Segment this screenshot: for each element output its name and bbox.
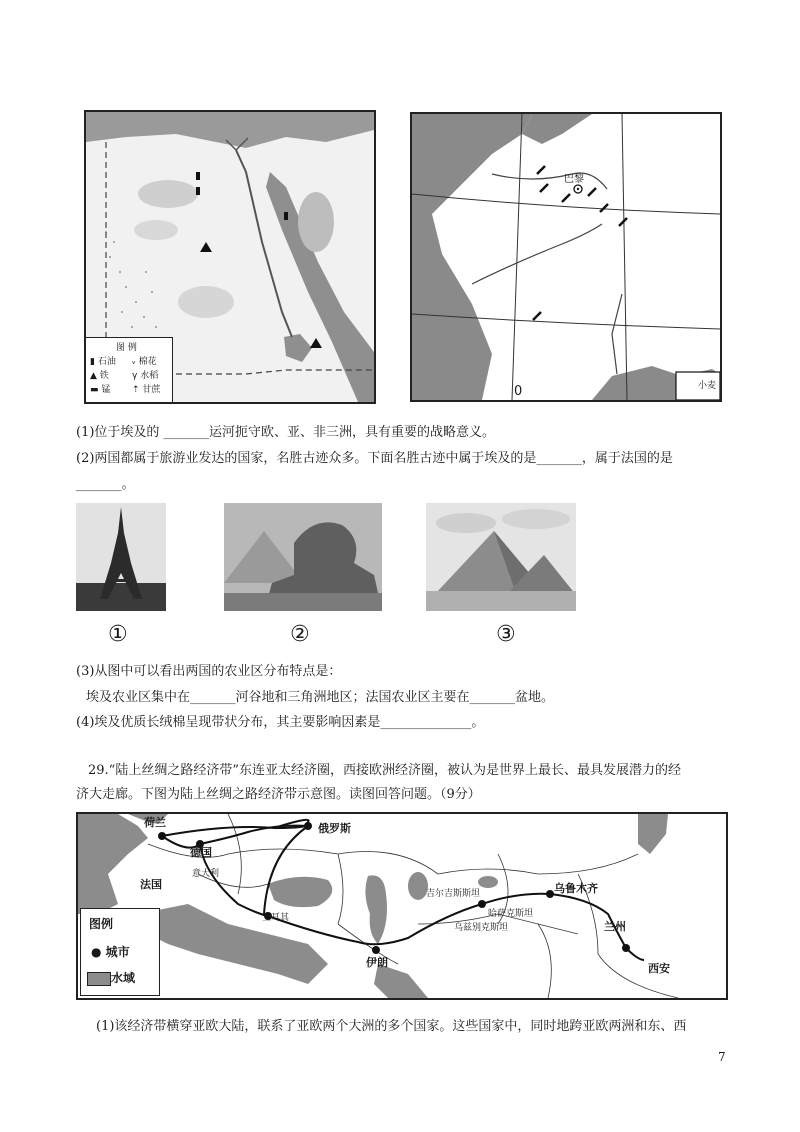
page-number: 7 (718, 1050, 726, 1064)
city-italy: 意大利 (192, 869, 220, 879)
q29-part1: (1)该经济带横穿亚欧大陆，联系了亚欧两个大洲的多个国家。这些国家中，同时地跨亚欧两洲和东、西 (96, 1019, 687, 1034)
city-iran: 伊朗 (366, 956, 388, 969)
wheat-legend-label: 小麦 (698, 381, 717, 391)
zero-label: 0 (514, 384, 523, 399)
q28-part2-line1: (2)两国都属于旅游业发达的国家，名胜古迹众多。下面名胜古迹中属于埃及的是_______，属于法国的是 (76, 451, 673, 466)
q28-part4: (4)埃及优质长绒棉呈现带状分布，其主要影响因素是______________。 (76, 715, 485, 730)
legend-iron: 铁 (99, 371, 109, 381)
city-france: 法国 (140, 878, 162, 891)
city-germany: 德国 (190, 846, 212, 859)
silk-road-legend: 图例 ● 城市 水域 (80, 908, 160, 996)
silk-legend-water: 水域 (111, 971, 136, 985)
city-kyrgyzstan: 吉尔吉斯斯坦 (426, 889, 481, 899)
photo-label-3: ③ (496, 622, 516, 647)
silk-legend-city: 城市 (105, 945, 130, 959)
city-russia: 俄罗斯 (318, 822, 351, 835)
photo-sphinx (224, 503, 382, 611)
paris-label: 巴黎 (564, 174, 584, 185)
egypt-map (84, 110, 376, 404)
photo-label-1: ① (108, 622, 128, 647)
q28-part3-sub: 埃及农业区集中在_______河谷地和三角洲地区；法国农业区主要在_______盆地。 (86, 690, 555, 705)
legend-rice: 水稻 (140, 371, 159, 381)
france-map-graphic (412, 114, 720, 400)
silk-road-map (76, 812, 728, 1000)
city-xian: 西安 (648, 962, 670, 975)
legend-cotton: 棉花 (138, 357, 157, 367)
photo-pyramids (426, 503, 576, 611)
legend-oil: 石油 (97, 357, 116, 367)
q29-line2: 济大走廊。下图为陆上丝绸之路经济带示意图。读图回答问题。（9分） (76, 787, 481, 802)
q28-part2-line2: _______。 (76, 477, 135, 492)
q29-line1: 29.“陆上丝绸之路经济带”东连亚太经济圈，西接欧洲经济圈，被认为是世界上最长、最具发展潜力的经 (88, 763, 681, 778)
silk-legend-title: 图例 (89, 917, 114, 931)
q28-part3: (3)从图中可以看出两国的农业区分布特点是： (76, 664, 342, 679)
city-uzbekistan: 乌兹别克斯坦 (454, 923, 509, 933)
city-urumqi: 乌鲁木齐 (554, 882, 598, 895)
photo-eiffel-tower (76, 503, 166, 611)
egypt-map-legend: 图 例 ▮ 石油 ᵥ 棉花 ▲ 铁 γ 水稻 ▬ 锰 ⇡ 甘蔗 (86, 337, 173, 402)
city-kazakhstan: 哈萨克斯坦 (488, 909, 534, 919)
q28-part1: (1)位于埃及的 _______运河扼守欧、亚、非三洲，具有重要的战略意义。 (76, 425, 496, 440)
silk-road-map-graphic (78, 814, 726, 998)
legend-title: 图 例 (116, 343, 137, 353)
legend-manganese: 锰 (101, 385, 111, 395)
city-lanzhou: 兰州 (604, 920, 626, 933)
france-map (410, 112, 722, 402)
water-swatch (87, 972, 111, 986)
city-netherlands: 荷兰 (144, 816, 166, 829)
photo-label-2: ② (290, 622, 310, 647)
legend-sugarcane: 甘蔗 (142, 385, 161, 395)
city-turkey: 土耳其 (262, 913, 290, 923)
